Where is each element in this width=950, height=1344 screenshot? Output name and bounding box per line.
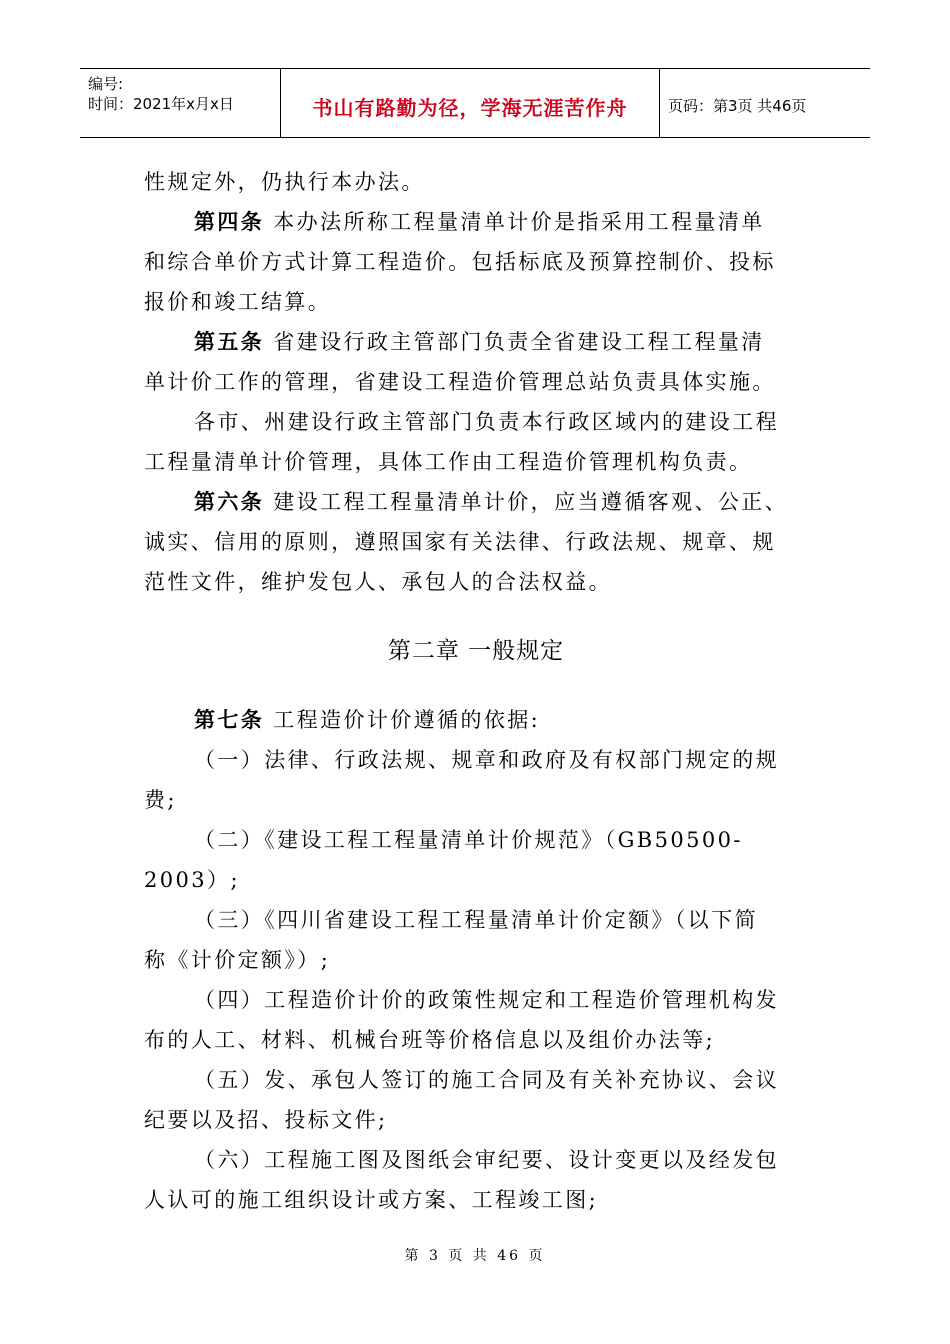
text-line: 诚实、信用的原则，遵照国家有关法律、行政法规、规章、规 bbox=[144, 530, 776, 554]
list-item: （一）法律、行政法规、规章和政府及有权部门规定的规 bbox=[194, 748, 779, 772]
text-line: 各市、州建设行政主管部门负责本行政区域内的建设工程 bbox=[194, 410, 779, 434]
chapter-heading: 第二章 一般规定 bbox=[387, 638, 565, 664]
article-title: 第七条 bbox=[194, 707, 265, 732]
article-4 bbox=[144, 202, 808, 242]
number-label: 编号: bbox=[88, 75, 124, 93]
header-meta-cell bbox=[80, 69, 281, 137]
document-body bbox=[144, 162, 808, 1220]
text-line: 省建设行政主管部门负责全省建设工程工程量清 bbox=[264, 330, 765, 354]
article-title: 第五条 bbox=[194, 329, 265, 354]
article-6 bbox=[144, 482, 808, 522]
article-title: 第四条 bbox=[194, 209, 265, 234]
list-item: （五）发、承包人签订的施工合同及有关补充协议、会议 bbox=[194, 1068, 779, 1092]
text-line: 纪要以及招、投标文件; bbox=[144, 1108, 388, 1132]
article-title: 第六条 bbox=[194, 489, 265, 514]
page-header bbox=[80, 68, 870, 138]
list-item: （二）《建设工程工程量清单计价规范》（GB50500- bbox=[194, 828, 743, 852]
header-page-cell bbox=[660, 69, 870, 137]
page-footer: 第 3 页 共 46 页 bbox=[404, 1248, 546, 1264]
page-info: 页码：第3页 共46页 bbox=[668, 96, 807, 115]
text-line: 工程量清单计价管理，具体工作由工程造价管理机构负责。 bbox=[144, 450, 753, 474]
text-line: 本办法所称工程量清单计价是指采用工程量清单 bbox=[264, 210, 765, 234]
text-line: 称《计价定额》）; bbox=[144, 948, 331, 972]
text-line: 单计价工作的管理，省建设工程造价管理总站负责具体实施。 bbox=[144, 370, 776, 394]
header-motto-cell bbox=[281, 69, 660, 137]
list-item: （四）工程造价计价的政策性规定和工程造价管理机构发 bbox=[194, 988, 779, 1012]
article-5 bbox=[144, 322, 808, 362]
text-line: 性规定外，仍执行本办法。 bbox=[144, 170, 425, 194]
text-line: 工程造价计价遵循的依据: bbox=[264, 708, 541, 732]
list-item: （六）工程施工图及图纸会审纪要、设计变更以及经发包 bbox=[194, 1148, 779, 1172]
text-line: 人认可的施工组织设计或方案、工程竣工图; bbox=[144, 1188, 599, 1212]
text-line: 报价和竣工结算。 bbox=[144, 290, 332, 314]
text-line: 建设工程工程量清单计价，应当遵循客观、公正、 bbox=[264, 490, 789, 514]
text-line: 范性文件，维护发包人、承包人的合法权益。 bbox=[144, 570, 612, 594]
time-label: 时间：2021年x月x日 bbox=[88, 95, 234, 113]
text-line: 费; bbox=[144, 788, 177, 812]
text-line: 2003）; bbox=[144, 868, 240, 892]
article-7 bbox=[144, 700, 808, 740]
text-line: 和综合单价方式计算工程造价。包括标底及预算控制价、投标 bbox=[144, 250, 776, 274]
list-item: （三）《四川省建设工程工程量清单计价定额》（以下简 bbox=[194, 908, 758, 932]
text-line: 布的人工、材料、机械台班等价格信息以及组价办法等; bbox=[144, 1028, 716, 1052]
motto: 书山有路勤为径，学海无涯苦作舟 bbox=[312, 95, 628, 120]
